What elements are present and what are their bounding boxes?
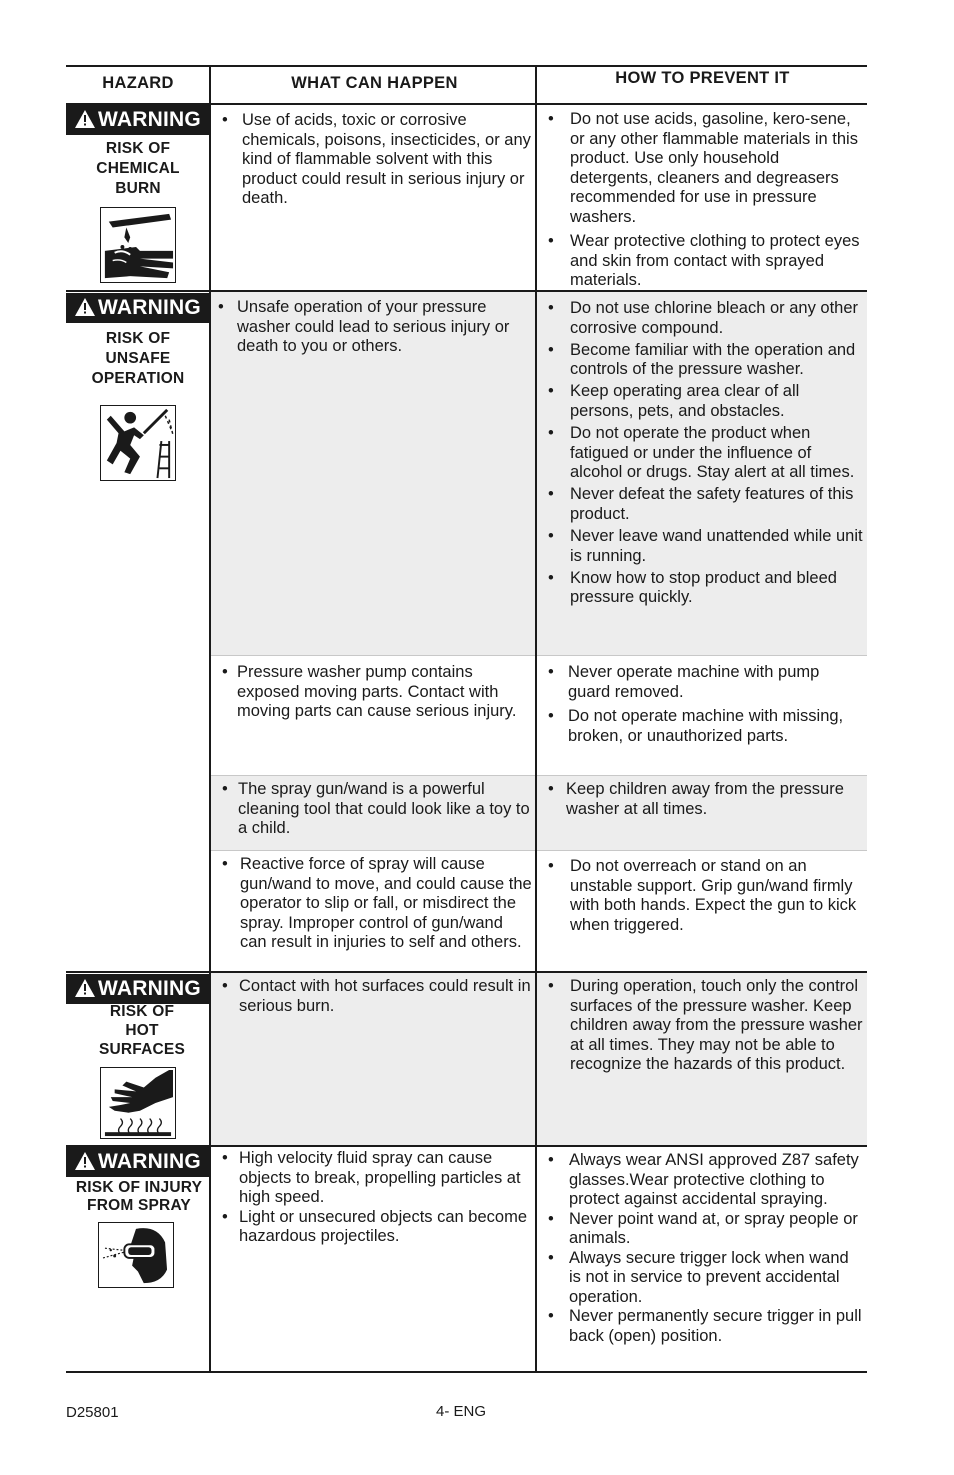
what-cell-row-1 (216, 111, 532, 209)
list-item: • Keep children away from the pressure washer at all times. (542, 780, 864, 819)
risk-text: RISK OF UNSAFE OPERATION (91, 330, 185, 387)
what-cell-row-4 (216, 780, 532, 839)
what-cell-row-3 (216, 663, 532, 722)
list-item: • Contact with hot surfaces could result in serious burn. (216, 977, 532, 1016)
risk-text: RISK OF HOT SURFACES (98, 1003, 185, 1058)
prevent-cell-row-1 (542, 110, 864, 296)
hazard-table (66, 65, 867, 1373)
prevent-cell-row-3 (542, 663, 864, 751)
list-item: • Keep operating area clear of all persons, pets, and obstacles. (542, 382, 864, 421)
hazard-injury-from-spray (66, 1147, 210, 1288)
warning-label: WARNING (66, 105, 210, 135)
list-item: • Pressure washer pump contains exposed moving parts. Contact with moving parts can cause serious injury. (216, 663, 532, 722)
list-item: • Never permanently secure trigger in pull back (open) position. (542, 1307, 864, 1346)
warning-label: WARNING (66, 974, 210, 1004)
list-item: • Wear protective clothing to protect eyes and skin from contact with sprayed materials. (542, 232, 864, 291)
warning-triangle-icon (75, 979, 95, 997)
list-item: • Reactive force of spray will cause gun/wand to move, and could cause the operator to slip or fall, or misdirect the spray. Improper control of gun/wand can result in injuries to self and others. (216, 855, 532, 953)
warning-triangle-icon (75, 298, 95, 316)
risk-text: RISK OF INJURY FROM SPRAY (75, 1179, 203, 1214)
list-item: • Do not operate the product when fatigued or under the influence of alcohol or drugs. Stay alert at all times. (542, 424, 864, 483)
risk-text: RISK OF CHEMICAL BURN (96, 140, 180, 197)
hot-surface-icon (100, 1067, 176, 1139)
rule-row-2c (211, 850, 867, 851)
what-cell-row-7 (216, 1149, 532, 1247)
list-item-text: Do not overreach or stand on an unstable support. Grip gun/wand firmly with both hands. Expect the gun to kick when triggered. (570, 857, 857, 934)
prevent-cell-row-5 (542, 857, 864, 935)
list-item: • Know how to stop product and bleed pressure quickly. (542, 569, 864, 608)
list-item: • Always wear ANSI approved Z87 safety glasses.Wear protective clothing to protect against accidental spraying. (542, 1151, 864, 1210)
list-item: • High velocity fluid spray can cause objects to break, propelling particles at high speed. (216, 1149, 532, 1208)
unsafe-operation-icon (100, 405, 176, 481)
rule-row-2b (211, 775, 867, 776)
list-item: • Unsafe operation of your pressure washer could lead to serious injury or death to you or others. (216, 298, 532, 357)
rule-bottom (66, 1371, 867, 1373)
warning-triangle-icon (75, 110, 95, 128)
chemical-burn-icon (100, 207, 176, 283)
list-item: • During operation, touch only the control surfaces of the pressure washer. Keep children away from the pressure washer at all times. They may not be able to recognize the hazards of this product. (542, 977, 864, 1075)
header-hazard: HAZARD (102, 74, 174, 92)
list-item: • Never defeat the safety features of this product. (542, 485, 864, 524)
list-item: • Do not use chlorine bleach or any other corrosive compound. (542, 299, 864, 338)
what-cell-row-2 (216, 298, 532, 357)
warning-label: WARNING (66, 293, 210, 323)
list-item: • Do not operate machine with missing, broken, or unauthorized parts. (542, 707, 864, 746)
page-number: 4- ENG (436, 1403, 487, 1420)
list-item: • Never leave wand unattended while unit is running. (542, 527, 864, 566)
list-item: • Light or unsecured objects can become hazardous projectiles. (216, 1208, 532, 1247)
warning-label: WARNING (66, 1147, 210, 1177)
rule-top (66, 65, 867, 67)
list-item: • Do not use acids, gasoline, kero-sene, or any other flammable materials in this product. Use only household detergents, cleaners and degreasers recommended for use in pressure washers. (542, 110, 864, 227)
rule-row-3 (66, 971, 867, 973)
prevent-cell-row-7 (542, 1151, 864, 1346)
hazard-chemical-burn (66, 105, 210, 283)
eye-protection-icon (98, 1222, 174, 1288)
document-id: D25801 (66, 1404, 119, 1421)
prevent-cell-row-6 (542, 977, 864, 1075)
what-cell-row-6 (216, 977, 532, 1016)
list-item: • Never point wand at, or spray people or animals. (542, 1210, 864, 1249)
hazard-unsafe-operation (66, 293, 210, 481)
rule-col-2 (535, 65, 537, 1373)
header-how-to-prevent: HOW TO PREVENT IT (615, 69, 790, 87)
list-item: • The spray gun/wand is a powerful cleaning tool that could look like a toy to a child. (216, 780, 532, 839)
list-item: • Become familiar with the operation and controls of the pressure washer. (542, 341, 864, 380)
rule-row-2a (211, 655, 867, 656)
warning-triangle-icon (75, 1152, 95, 1170)
what-cell-row-5 (216, 855, 532, 953)
prevent-cell-row-2 (542, 299, 864, 610)
header-what-can-happen: WHAT CAN HAPPEN (291, 74, 458, 92)
list-item: • Always secure trigger lock when wand is not in service to prevent accidental operation. (542, 1249, 864, 1308)
hazard-hot-surfaces (66, 974, 210, 1139)
list-item (542, 857, 864, 935)
list-item: • Never operate machine with pump guard removed. (542, 663, 864, 702)
prevent-cell-row-4 (542, 780, 864, 819)
list-item: • Use of acids, toxic or corrosive chemicals, poisons, insecticides, or any kind of flammable solvent with this product could result in serious injury or death. (216, 111, 532, 209)
